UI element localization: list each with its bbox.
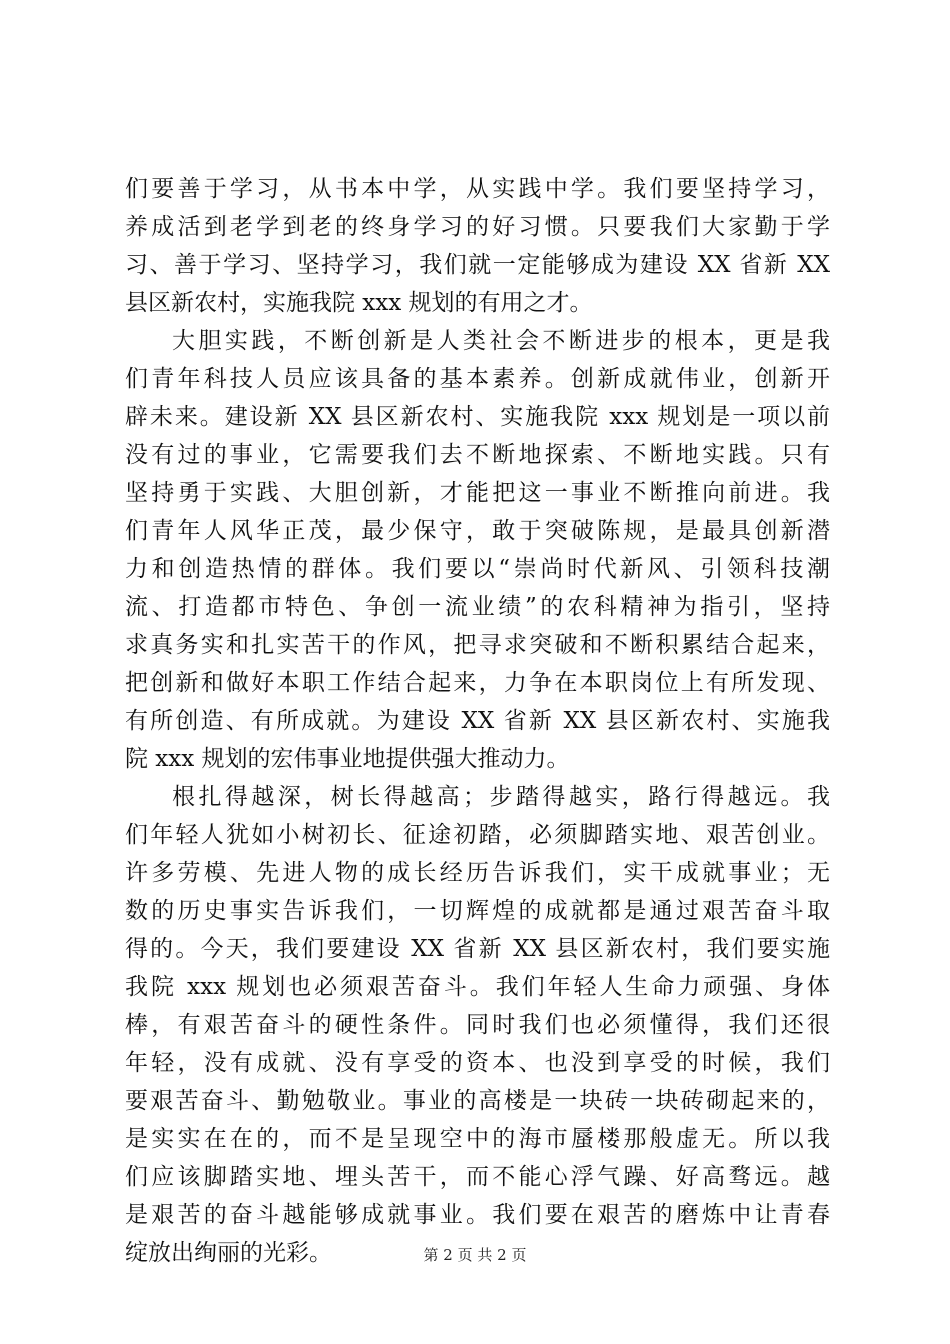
- text-line: 们应该脚踏实地、埋头苦干，而不能心浮气躁、好高骛远。越: [125, 1164, 830, 1190]
- text-line: 求真务实和扎实苦干的作风，把寻求突破和不断积累结合起来，: [125, 632, 830, 658]
- text-line: 流、打造都市特色、争创一流业绩”的农科精神为指引，坚持: [125, 594, 830, 620]
- paragraph: [125, 170, 830, 322]
- text-line: 是艰苦的奋斗越能够成就事业。我们要在艰苦的磨炼中让青春: [125, 1202, 830, 1228]
- document-body: [125, 170, 830, 1272]
- text-line: 我院 xxx 规划也必须艰苦奋斗。我们年轻人生命力顽强、身体: [125, 974, 830, 1000]
- text-line: 县区新农村，实施我院 xxx 规划的有用之才。: [125, 290, 593, 316]
- text-line: 们要善于学习，从书本中学，从实践中学。我们要坚持学习，: [125, 176, 830, 202]
- text-line: 是实实在在的，而不是呈现空中的海市蜃楼那般虚无。所以我: [125, 1126, 830, 1152]
- text-line: 绽放出绚丽的光彩。: [125, 1240, 332, 1266]
- text-line: 辟未来。建设新 XX 县区新农村、实施我院 xxx 规划是一项以前: [125, 404, 830, 430]
- text-line: 根扎得越深，树长得越高；步踏得越实，路行得越远。我: [172, 784, 830, 810]
- page-footer: 第 2 页 共 2 页: [423, 1246, 527, 1264]
- text-line: 数的历史事实告诉我们，一切辉煌的成就都是通过艰苦奋斗取: [125, 898, 830, 924]
- text-line: 棒，有艰苦奋斗的硬性条件。同时我们也必须懂得，我们还很: [125, 1012, 830, 1038]
- text-line: 院 xxx 规划的宏伟事业地提供强大推动力。: [125, 746, 570, 772]
- text-line: 把创新和做好本职工作结合起来，力争在本职岗位上有所发现、: [125, 670, 830, 696]
- text-line: 坚持勇于实践、大胆创新，才能把这一事业不断推向前进。我: [125, 480, 830, 506]
- text-line: 养成活到老学到老的终身学习的好习惯。只要我们大家勤于学: [125, 214, 830, 240]
- text-line: 有所创造、有所成就。为建设 XX 省新 XX 县区新农村、实施我: [125, 708, 830, 734]
- text-line: 许多劳模、先进人物的成长经历告诉我们，实干成就事业；无: [125, 860, 830, 886]
- paragraph: [125, 778, 830, 1272]
- text-line: 们青年人风华正茂，最少保守，敢于突破陈规，是最具创新潜: [125, 518, 830, 544]
- text-line: 大胆实践，不断创新是人类社会不断进步的根本，更是我: [172, 328, 830, 354]
- text-line: 要艰苦奋斗、勤勉敬业。事业的高楼是一块砖一块砖砌起来的，: [125, 1088, 830, 1114]
- text-line: 习、善于学习、坚持学习，我们就一定能够成为建设 XX 省新 XX: [125, 252, 830, 278]
- text-line: 得的。今天，我们要建设 XX 省新 XX 县区新农村，我们要实施: [125, 936, 830, 962]
- paragraph: [125, 322, 830, 778]
- text-line: 年轻，没有成就、没有享受的资本、也没到享受的时候，我们: [125, 1050, 830, 1076]
- text-line: 没有过的事业，它需要我们去不断地探索、不断地实践。只有: [125, 442, 830, 468]
- text-line: 们年轻人犹如小树初长、征途初踏，必须脚踏实地、艰苦创业。: [125, 822, 830, 848]
- text-line: 们青年科技人员应该具备的基本素养。创新成就伟业，创新开: [125, 366, 830, 392]
- text-line: 力和创造热情的群体。我们要以“崇尚时代新风、引领科技潮: [125, 556, 830, 582]
